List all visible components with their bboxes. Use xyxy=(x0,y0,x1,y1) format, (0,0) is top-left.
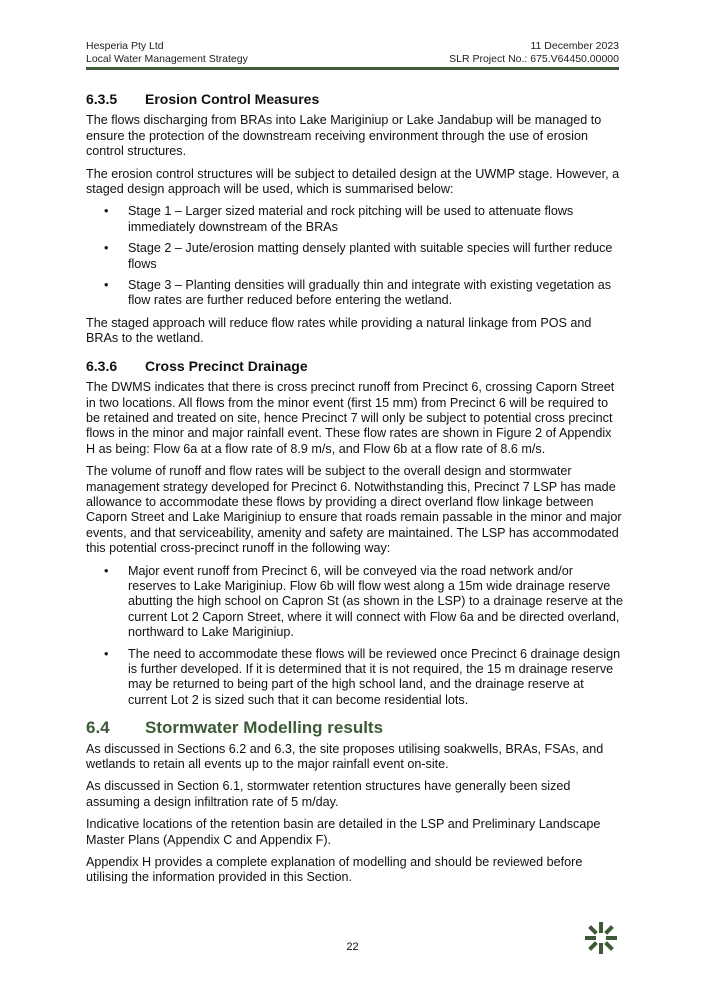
paragraph: The staged approach will reduce flow rates while providing a natural linkage from POS and BRAs to the wetland. xyxy=(86,315,592,346)
section-number: 6.3.5 xyxy=(86,91,118,107)
bullet-icon: • xyxy=(104,563,109,578)
bullet-icon: • xyxy=(104,241,109,256)
list-item-text: Stage 1 – Larger sized material and rock pitching will be used to attenuate flows immediately downstream of the BRAs xyxy=(128,204,574,234)
section-heading-6-3-6 xyxy=(86,359,623,374)
paragraph: As discussed in Sections 6.2 and 6.3, the site proposes utilising soakwells, BRAs, FSAs, and wetlands to retain all events up to the major rainfall event on-site. xyxy=(86,741,604,772)
header-company: Hesperia Pty Ltd xyxy=(86,40,164,52)
section-heading-6-4 xyxy=(86,718,623,738)
page-header xyxy=(86,40,619,66)
section-number: 6.3.6 xyxy=(86,357,118,374)
paragraph: The volume of runoff and flow rates will be subject to the overall design and stormwater management strategy developed for Precinct 6. Notwithstanding this, Precinct 7 LSP has made allowance to accommodate these flows by providing a direct overland flow linkage between Caporn Street and Lake Mariginiup to ensure that roads remain passable in the minor and major events, and that serviceability, amenity and safety are maintained. The LSP has accommodated this potential cross-precinct runoff in the following way: xyxy=(86,464,622,556)
list-item-text: Stage 2 – Jute/erosion matting densely planted with suitable species will further reduce flows xyxy=(128,241,613,271)
bullet-list xyxy=(86,204,623,308)
page-number: 22 xyxy=(346,941,359,953)
paragraph: The erosion control structures will be subject to detailed design at the UWMP stage. However, a staged design approach will be used, which is summarised below: xyxy=(86,166,620,197)
list-item-text: Major event runoff from Precinct 6, will be conveyed via the road network and/or reserves to Lake Mariginiup. Flow 6b will flow west along a 15m wide drainage reserve abutting the high school on Capron St (as shown in the LSP) to a drainage reserve at the current Lot 2 Caporn Street, where it will connect with Flow 6a and be directed overland, northward to Lake Mariginiup. xyxy=(128,563,623,640)
bullet-icon: • xyxy=(104,646,109,661)
section-heading-6-3-5 xyxy=(86,92,623,107)
paragraph: As discussed in Section 6.1, stormwater retention structures have generally been sized assuming a design infiltration rate of 5 m/day. xyxy=(86,779,571,809)
section-title: Cross Precinct Drainage xyxy=(145,357,308,374)
list-item xyxy=(86,204,623,235)
list-item xyxy=(86,241,623,272)
header-date: 11 December 2023 xyxy=(530,40,619,52)
slr-logo-icon xyxy=(583,920,619,956)
paragraph: The flows discharging from BRAs into Lake Mariginiup or Lake Jandabup will be managed to ensure the protection of the downstream receiving environment through the use of erosion control structures. xyxy=(86,113,602,159)
bullet-list xyxy=(86,564,623,709)
section-title: Stormwater Modelling results xyxy=(145,718,384,738)
list-item xyxy=(86,647,623,709)
paragraph: Indicative locations of the retention basin are detailed in the LSP and Preliminary Landscape Master Plans (Appendix C and Appendix F). xyxy=(86,817,601,847)
header-project-number: SLR Project No.: 675.V64450.00000 xyxy=(449,53,619,65)
bullet-icon: • xyxy=(104,278,109,293)
list-item xyxy=(86,564,623,641)
paragraph: The DWMS indicates that there is cross precinct runoff from Precinct 6, crossing Caporn Street in two locations. All flows from the minor event (first 15 mm) from Precinct 6 will be required to be retained and treated on site, hence Precinct 7 will only be subject to potential cross precinct flows in the minor and major rainfall event. These flow rates are shown in Figure 2 of Appendix H as being: Flow 6a at a flow rate of 8.9 m/s, and Flow 6b at a flow rate of 8.6 m/s. xyxy=(86,380,615,456)
section-number: 6.4 xyxy=(86,718,110,738)
list-item-text: The need to accommodate these flows will be reviewed once Precinct 6 drainage design is further developed. If it is determined that it is not required, the 15 m drainage reserve may be returned to being part of the high school land, and the drainage reserve at current Lot 2 is sized such that it can become residential lots. xyxy=(128,646,621,707)
section-title: Erosion Control Measures xyxy=(145,91,320,107)
paragraph: Appendix H provides a complete explanation of modelling and should be reviewed before utilising the information provided in this Section. xyxy=(86,855,583,885)
list-item-text: Stage 3 – Planting densities will gradually thin and integrate with existing vegetation as flow rates are further reduced before entering the wetland. xyxy=(128,278,612,308)
list-item xyxy=(86,278,623,309)
page-body xyxy=(86,92,623,893)
header-rule xyxy=(86,67,619,70)
header-document-title: Local Water Management Strategy xyxy=(86,53,248,65)
bullet-icon: • xyxy=(104,204,109,219)
